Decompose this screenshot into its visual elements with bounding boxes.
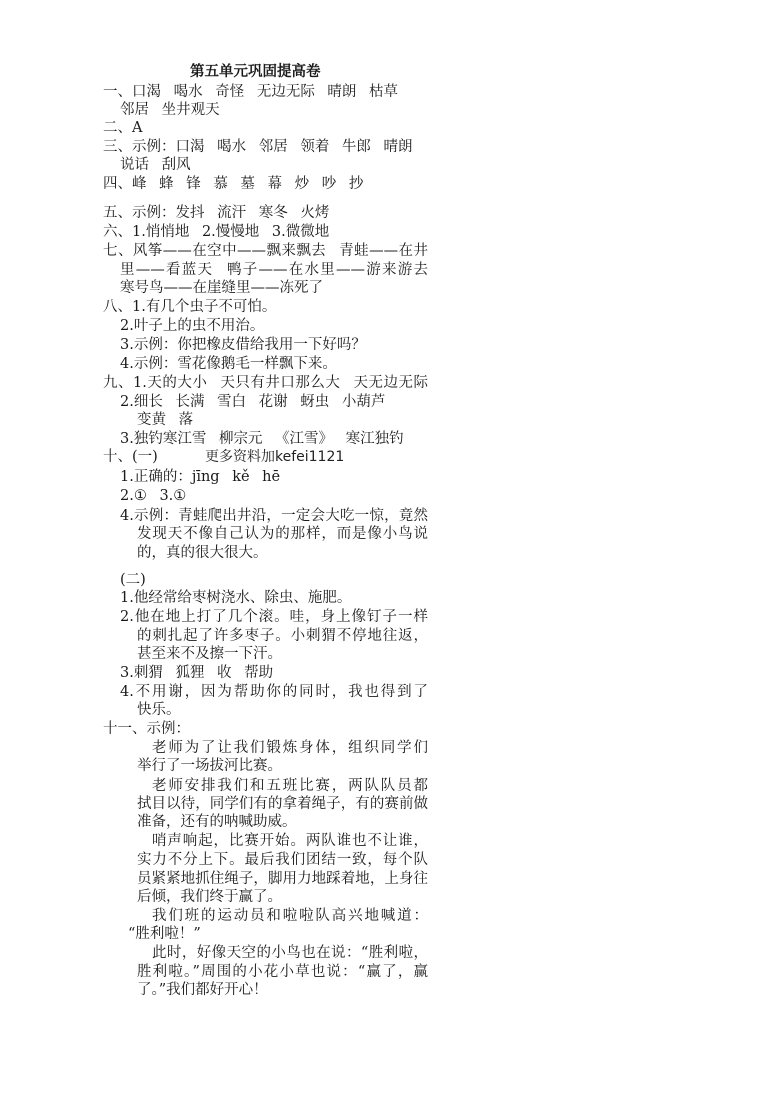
q8-line-1: 八、1.有几个虫子不可怕。 bbox=[103, 299, 277, 315]
q10-heading: 十、(一) bbox=[103, 449, 158, 465]
q7-line-3: 寒号鸟——在崖缝里——冻死了 bbox=[120, 280, 323, 296]
q10-part2-line-3: 的刺扎起了许多枣子。小刺猬不停地往返， bbox=[137, 628, 428, 644]
q10-part2-line-7: 快乐。 bbox=[137, 702, 181, 718]
q11-heading: 十一、示例： bbox=[103, 721, 190, 737]
q2-line-1: 二、A bbox=[103, 120, 143, 136]
q8-line-3: 3.示例：你把橡皮借给我用一下好吗？ bbox=[120, 337, 366, 353]
q9-line-4: 3.独钓寒江雪 柳宗元 《江雪》 寒江独钓 bbox=[120, 431, 404, 447]
q1-line-2: 邻居 坐井观天 bbox=[120, 102, 220, 118]
q10-part1-line-3: 4.示例：青蛙爬出井沿，一定会大吃一惊，竟然 bbox=[120, 508, 428, 524]
page-title: 第五单元巩固提高卷 bbox=[190, 63, 321, 80]
essay-line: 拭目以待，同学们有的拿着绳子，有的赛前做 bbox=[137, 796, 428, 812]
essay-line: “胜利啦！” bbox=[128, 926, 201, 942]
essay-line: 员紧紧地抓住绳子，脚用力地踩着地，上身往 bbox=[137, 871, 428, 887]
essay-line: 了。”我们都好开心！ bbox=[137, 982, 268, 998]
essay-line: 我们班的运动员和啦啦队高兴地喊道： bbox=[152, 908, 428, 924]
essay-line: 此时，好像天空的小鸟也在说：“胜利啦， bbox=[152, 945, 428, 961]
essay-line: 准备，还有的呐喊助威。 bbox=[137, 814, 297, 830]
q7-line-2: 里——看蓝天 鸭子——在水里——游来游去 bbox=[120, 262, 428, 278]
q9-line-3: 变黄 落 bbox=[137, 412, 194, 428]
q10-part2-line-2: 2.他在地上打了几个滚。哇，身上像钉子一样 bbox=[120, 609, 428, 625]
q6-line-1: 六、1.悄悄地 2.慢慢地 3.微微地 bbox=[103, 224, 330, 240]
q8-line-2: 2.叶子上的虫不用治。 bbox=[120, 318, 265, 334]
q7-line-1: 七、风筝——在空中——飘来飘去 青蛙——在井 bbox=[103, 243, 428, 259]
essay-line: 胜利啦。”周围的小花小草也说：“赢了，赢 bbox=[137, 964, 428, 980]
q10-part2-line-4: 甚至来不及擦一下汗。 bbox=[137, 646, 282, 662]
essay-line: 老师安排我们和五班比赛，两队队员都 bbox=[152, 778, 428, 794]
q10-part1-line-4: 发现天不像自己认为的那样，而是像小鸟说 bbox=[137, 526, 428, 542]
watermark-text: 更多资料加kefei1121 bbox=[205, 449, 345, 465]
q10-part1-line-2: 2.① 3.① bbox=[120, 488, 187, 504]
q10-part2-line-6: 4.不用谢，因为帮助你的同时，我也得到了 bbox=[120, 684, 428, 700]
q10-part2-line-5: 3.刺猬 狐狸 收 帮助 bbox=[120, 665, 274, 681]
q9-line-1: 九、1.天的大小 天只有井口那么大 天无边无际 bbox=[103, 375, 428, 391]
essay-line: 老师为了让我们锻炼身体，组织同学们 bbox=[152, 740, 428, 756]
q1-line-1: 一、口渴 喝水 奇怪 无边无际 晴朗 枯草 bbox=[103, 84, 399, 100]
q10-part2-heading: (二) bbox=[120, 572, 146, 588]
essay-line: 后倾，我们终于赢了。 bbox=[137, 889, 282, 905]
q5-line-1: 五、示例：发抖 流汗 寒冬 火烤 bbox=[103, 205, 330, 221]
q10-part2-line-1: 1.他经常给枣树浇水、除虫、施肥。 bbox=[120, 590, 352, 606]
q3-line-1: 三、示例：口渴 喝水 邻居 领着 牛郎 晴朗 bbox=[103, 139, 413, 155]
q10-part1-line-1: 1.正确的：jīng kě hē bbox=[120, 469, 281, 485]
essay-line: 举行了一场拔河比赛。 bbox=[137, 758, 282, 774]
q10-part1-line-5: 的，真的很大很大。 bbox=[137, 545, 268, 561]
q8-line-4: 4.示例：雪花像鹅毛一样飘下来。 bbox=[120, 356, 337, 372]
q4-line-1: 四、峰 蜂 锋 慕 墓 幕 炒 吵 抄 bbox=[103, 176, 364, 192]
essay-line: 哨声响起，比赛开始。两队谁也不让谁， bbox=[152, 833, 428, 849]
q9-line-2: 2.细长 长满 雪白 花谢 蚜虫 小葫芦 bbox=[120, 394, 386, 410]
essay-line: 实力不分上下。最后我们团结一致，每个队 bbox=[137, 852, 428, 868]
q3-line-2: 说话 刮风 bbox=[120, 157, 191, 173]
